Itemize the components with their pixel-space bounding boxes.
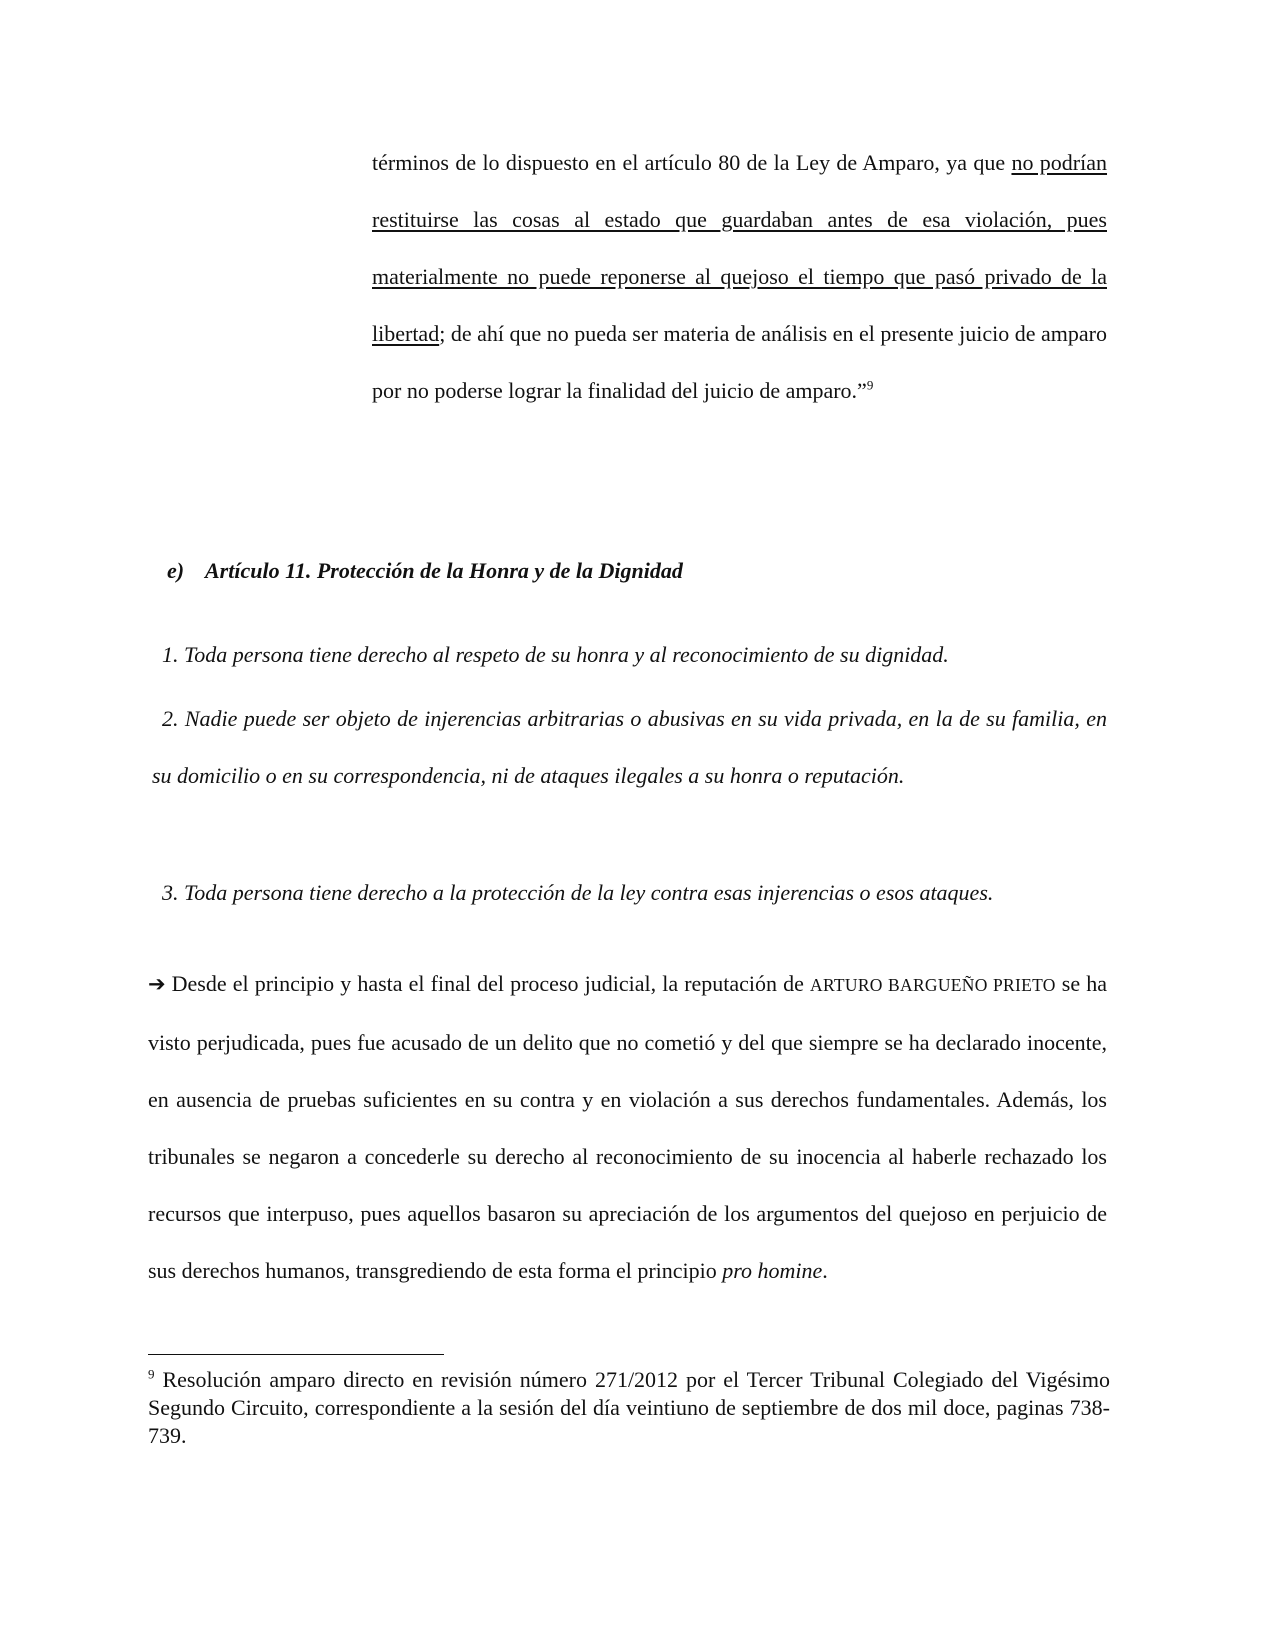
latin-term: pro homine [722,1258,823,1283]
body-paragraph [148,955,1107,1299]
body-intro: Desde el principio y hasta el final del proceso judicial, la reputación de [171,971,811,996]
article-item-2: 2. Nadie puede ser objeto de injerencias arbitrarias o abusivas en su vida privada, en la de su familia, en su domicilio o en su correspondencia, ni de ataques ilegales a su honra o reputación. [152,706,1107,788]
footnote [148,1366,1110,1450]
section-letter: e) [167,558,185,583]
footnote-reference: 9 [866,377,874,393]
person-name: ARTURO BARGUEÑO PRIETO [810,975,1056,995]
footnote-number: 9 [148,1366,155,1382]
article-item-1: 1. Toda persona tiene derecho al respeto de su honra y al reconocimiento de su dignidad. [162,642,949,667]
quote-text-end: ; de ahí que no pueda ser materia de análisis en el presente juicio de amparo por no poderse lograr la finalidad del juicio de amparo.” [372,321,1107,403]
section-heading [167,558,683,584]
body-rest: se ha visto perjudicada, pues fue acusado de un delito que no cometió y del que siempre se ha declarado inocente, en ausencia de pruebas suficientes en su contra y en violación a sus derechos fundamentales. Además, los tribunales se negaron a concederle su derecho al reconocimiento de su inocencia al haberle rechazado los recursos que interpuso, pues aquellos basaron su apreciación de los argumentos del quejoso en perjuicio de sus derechos humanos, transgrediendo de esta forma el principio [148,971,1108,1283]
section-title: Artículo 11. Protección de la Honra y de la Dignidad [205,558,683,583]
quote-underlined-text: no podrían restituirse las cosas al estado que guardaban antes de esa violación, pues materialmente no puede reponerse al quejoso el tiempo que pasó privado de la libertad [372,150,1108,346]
quote-text-start: términos de lo dispuesto en el artículo 80 de la Ley de Amparo, ya que [372,150,1012,175]
right-arrow-icon: ➔ [148,972,166,996]
footnote-text: Resolución amparo directo en revisión número 271/2012 por el Tercer Tribunal Colegiado del Vigésimo Segundo Circuito, correspondiente a la sesión del día veintiuno de septiembre de dos mil doce, paginas 738-739. [148,1367,1110,1448]
body-end: . [822,1258,828,1283]
footnote-divider [148,1354,444,1355]
article-item-3: 3. Toda persona tiene derecho a la protección de la ley contra esas injerencias o esos ataques. [162,880,994,905]
block-quote [372,134,1107,419]
